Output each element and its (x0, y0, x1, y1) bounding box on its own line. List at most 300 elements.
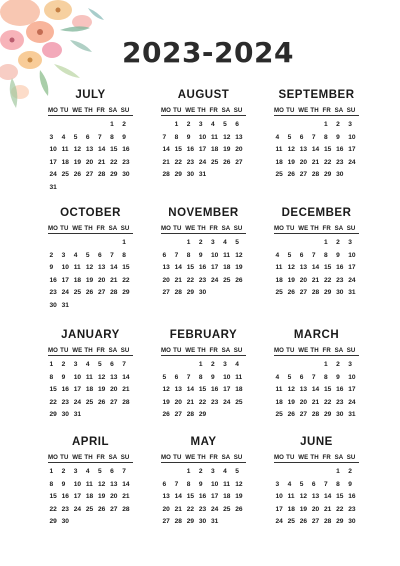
day-cell: 5 (235, 468, 239, 475)
weekday-header (274, 346, 359, 356)
empty-day (97, 237, 109, 250)
empty-day (84, 237, 96, 250)
weekday-label: WE (298, 107, 309, 114)
day-cell: 26 (287, 411, 295, 419)
day-cell: 2 (198, 239, 203, 246)
day-cell: 17 (348, 386, 356, 394)
day-cell: 29 (186, 518, 195, 526)
day-cell: 21 (186, 398, 195, 406)
day-cell: 15 (324, 264, 332, 272)
day-cell: 17 (211, 264, 219, 272)
day-cell: 9 (61, 480, 66, 488)
page-title: 2023-2024 (122, 36, 294, 69)
day-cell: 14 (311, 264, 320, 272)
weekday-label: TU (173, 225, 182, 232)
weekday-label: WE (298, 347, 309, 354)
day-grid (48, 237, 133, 313)
day-cell: 9 (336, 133, 340, 141)
day-cell: 6 (85, 133, 90, 141)
day-cell: 11 (223, 480, 231, 488)
day-cell: 13 (85, 146, 94, 154)
weekday-label: SU (233, 225, 243, 232)
day-cell: 9 (348, 480, 352, 488)
day-cell: 4 (211, 121, 215, 128)
weekday-label: SA (221, 107, 231, 114)
day-cell: 3 (73, 361, 78, 368)
day-cell: 20 (98, 276, 106, 284)
day-cell: 13 (110, 373, 118, 381)
weekday-label: TU (60, 107, 69, 114)
day-cell: 7 (162, 133, 167, 141)
day-cell: 7 (122, 468, 126, 475)
day-cell: 17 (223, 386, 231, 394)
day-cell: 20 (235, 146, 243, 154)
month-name: APRIL (72, 436, 109, 448)
day-cell: 12 (287, 386, 295, 394)
day-cell: 16 (61, 386, 69, 394)
weekday-label: MO (274, 347, 285, 354)
day-cell: 4 (275, 373, 280, 381)
weekday-label: TH (310, 454, 319, 461)
day-cell: 25 (211, 158, 219, 166)
day-cell: 15 (198, 386, 207, 394)
day-cell: 8 (186, 251, 191, 259)
day-cell: 5 (98, 468, 102, 475)
day-cell: 3 (49, 133, 54, 141)
empty-day (298, 237, 310, 250)
day-cell: 14 (324, 493, 332, 501)
day-cell: 21 (122, 493, 130, 501)
month-january (48, 328, 133, 422)
day-cell: 16 (198, 264, 207, 272)
day-cell: 1 (122, 239, 126, 246)
day-cell: 8 (198, 373, 203, 381)
day-cell: 24 (275, 518, 283, 526)
day-cell: 11 (275, 264, 283, 272)
weekday-label: SA (221, 225, 231, 232)
month-name: AUGUST (177, 89, 230, 101)
weekday-label: MO (48, 225, 59, 232)
day-grid (48, 466, 133, 529)
day-cell: 16 (348, 493, 356, 501)
day-cell: 22 (174, 158, 182, 166)
weekday-label: TU (173, 347, 182, 354)
weekday-label: SA (334, 107, 344, 114)
day-cell: 11 (61, 146, 69, 154)
weekday-label: WE (72, 347, 83, 354)
day-cell: 25 (275, 411, 283, 419)
day-cell: 24 (348, 158, 356, 166)
day-cell: 30 (198, 518, 207, 526)
day-cell: 25 (223, 276, 231, 284)
day-cell: 16 (336, 146, 344, 154)
day-cell: 5 (287, 373, 292, 381)
day-cell: 1 (49, 361, 54, 368)
day-cell: 10 (61, 264, 69, 272)
day-cell: 10 (73, 480, 82, 488)
day-cell: 26 (287, 171, 295, 179)
weekday-header (48, 224, 133, 234)
day-cell: 2 (336, 121, 340, 128)
day-cell: 28 (174, 289, 182, 297)
day-cell: 16 (49, 276, 57, 284)
day-cell: 16 (186, 146, 195, 154)
weekday-label: SU (233, 454, 243, 461)
day-cell: 17 (348, 264, 356, 272)
day-cell: 17 (49, 158, 57, 166)
day-cell: 10 (275, 493, 283, 501)
day-cell: 15 (324, 146, 332, 154)
day-cell: 19 (223, 146, 231, 154)
weekday-label: TU (286, 225, 295, 232)
day-cell: 21 (110, 276, 118, 284)
day-cell: 18 (275, 158, 283, 166)
day-cell: 28 (162, 171, 170, 179)
day-cell: 11 (287, 493, 295, 501)
weekday-label: TH (84, 347, 93, 354)
day-cell: 9 (198, 251, 203, 259)
weekday-header (274, 224, 359, 234)
day-cell: 24 (73, 398, 82, 406)
day-cell: 13 (299, 264, 308, 272)
month-may (161, 435, 246, 529)
day-cell: 2 (336, 239, 340, 246)
weekday-header (161, 106, 246, 116)
day-cell: 26 (98, 398, 106, 406)
weekday-label: FR (209, 454, 218, 461)
weekday-label: WE (185, 225, 196, 232)
day-cell: 7 (174, 251, 179, 259)
day-cell: 12 (223, 133, 231, 141)
day-cell: 9 (122, 133, 126, 141)
day-cell: 26 (162, 411, 170, 419)
day-cell: 12 (98, 373, 106, 381)
day-cell: 6 (311, 480, 316, 488)
day-cell: 26 (223, 158, 231, 166)
day-cell: 17 (73, 493, 82, 501)
day-cell: 30 (336, 411, 344, 419)
day-cell: 12 (85, 264, 94, 272)
day-cell: 2 (348, 468, 352, 475)
day-cell: 12 (73, 146, 82, 154)
day-cell: 19 (162, 398, 170, 406)
weekday-label: WE (185, 454, 196, 461)
month-name: JANUARY (61, 329, 120, 341)
day-cell: 30 (61, 518, 69, 526)
empty-day (274, 359, 286, 372)
day-cell: 19 (235, 493, 243, 501)
day-grid (161, 119, 246, 182)
empty-day (97, 119, 109, 132)
weekday-label: FR (96, 454, 105, 461)
day-cell: 16 (61, 493, 69, 501)
empty-day (298, 466, 310, 479)
month-name: OCTOBER (60, 207, 121, 219)
day-cell: 11 (223, 251, 231, 259)
day-cell: 29 (198, 411, 207, 419)
day-cell: 24 (198, 158, 207, 166)
day-cell: 10 (198, 133, 207, 141)
day-cell: 4 (61, 133, 66, 141)
weekday-label: WE (72, 454, 83, 461)
weekday-label: FR (322, 347, 331, 354)
month-name: DECEMBER (281, 207, 352, 219)
empty-day (185, 359, 197, 372)
day-cell: 28 (311, 171, 320, 179)
day-cell: 18 (85, 493, 94, 501)
day-cell: 23 (336, 158, 344, 166)
day-cell: 14 (186, 386, 195, 394)
day-cell: 23 (211, 398, 219, 406)
weekday-header (48, 106, 133, 116)
day-cell: 4 (223, 239, 227, 246)
day-cell: 15 (122, 264, 130, 272)
empty-day (72, 119, 84, 132)
weekday-label: TU (60, 225, 69, 232)
day-cell: 8 (122, 251, 126, 259)
weekday-label: TU (60, 454, 69, 461)
day-cell: 13 (174, 386, 182, 394)
day-cell: 15 (336, 493, 344, 501)
day-cell: 18 (223, 264, 231, 272)
day-cell: 30 (336, 171, 344, 179)
day-cell: 10 (348, 133, 356, 141)
day-cell: 17 (348, 146, 356, 154)
day-cell: 12 (235, 480, 243, 488)
day-cell: 30 (186, 171, 195, 179)
day-cell: 27 (174, 411, 182, 419)
day-cell: 8 (336, 480, 340, 488)
day-cell: 7 (186, 373, 191, 381)
day-cell: 3 (348, 121, 352, 128)
day-cell: 25 (73, 289, 82, 297)
day-cell: 24 (211, 505, 219, 513)
day-cell: 4 (85, 468, 90, 475)
day-cell: 29 (324, 411, 332, 419)
day-cell: 18 (211, 146, 219, 154)
weekday-header (48, 453, 133, 463)
day-cell: 25 (275, 289, 283, 297)
day-cell: 28 (174, 518, 182, 526)
day-cell: 3 (211, 468, 215, 475)
weekday-label: TU (173, 454, 182, 461)
empty-day (323, 466, 335, 479)
day-cell: 13 (235, 133, 243, 141)
day-cell: 14 (174, 493, 182, 501)
day-cell: 9 (49, 264, 54, 272)
day-cell: 21 (311, 158, 320, 166)
day-cell: 24 (223, 398, 231, 406)
empty-day (173, 237, 185, 250)
day-cell: 1 (324, 239, 328, 246)
day-cell: 11 (211, 133, 218, 141)
weekday-label: TH (310, 225, 319, 232)
day-cell: 26 (98, 505, 106, 513)
weekday-label: TU (286, 454, 295, 461)
day-cell: 27 (299, 411, 308, 419)
day-cell: 14 (122, 373, 130, 381)
day-cell: 2 (49, 251, 54, 259)
day-cell: 24 (61, 289, 69, 297)
day-cell: 10 (49, 146, 57, 154)
day-cell: 28 (110, 289, 118, 297)
day-cell: 1 (186, 239, 191, 246)
weekday-label: SA (334, 347, 344, 354)
day-cell: 19 (287, 398, 295, 406)
day-cell: 8 (324, 251, 328, 259)
day-cell: 8 (186, 480, 191, 488)
day-cell: 18 (275, 398, 283, 406)
weekday-label: SA (108, 347, 118, 354)
day-cell: 17 (211, 493, 219, 501)
day-cell: 2 (211, 361, 215, 368)
day-cell: 10 (211, 251, 219, 259)
day-cell: 20 (162, 276, 170, 284)
day-cell: 24 (49, 171, 57, 179)
day-cell: 16 (211, 386, 219, 394)
day-cell: 8 (324, 133, 328, 141)
day-cell: 8 (49, 480, 54, 488)
empty-day (274, 237, 286, 250)
day-cell: 22 (324, 158, 332, 166)
day-cell: 28 (311, 411, 320, 419)
day-cell: 21 (174, 505, 182, 513)
day-cell: 1 (198, 361, 203, 368)
weekday-label: MO (161, 225, 172, 232)
empty-day (48, 237, 60, 250)
month-july (48, 88, 133, 195)
empty-day (310, 237, 322, 250)
day-cell: 26 (235, 276, 243, 284)
day-cell: 7 (98, 133, 102, 141)
day-cell: 20 (299, 276, 308, 284)
day-cell: 18 (61, 158, 69, 166)
day-cell: 25 (235, 398, 243, 406)
day-cell: 29 (324, 289, 332, 297)
empty-day (274, 466, 286, 479)
day-cell: 9 (336, 373, 340, 381)
day-cell: 22 (324, 398, 332, 406)
day-cell: 21 (311, 276, 320, 284)
day-cell: 19 (287, 158, 295, 166)
empty-day (161, 237, 173, 250)
empty-day (60, 119, 72, 132)
day-cell: 21 (324, 505, 332, 513)
day-cell: 22 (198, 398, 207, 406)
weekday-label: SU (346, 347, 356, 354)
day-cell: 4 (223, 468, 227, 475)
day-cell: 31 (198, 171, 207, 179)
day-cell: 27 (98, 289, 106, 297)
day-cell: 22 (110, 158, 118, 166)
day-cell: 17 (198, 146, 207, 154)
day-cell: 17 (275, 505, 283, 513)
month-name: JULY (75, 89, 106, 101)
weekday-label: MO (48, 347, 59, 354)
day-cell: 21 (174, 276, 182, 284)
month-december (274, 206, 359, 300)
empty-day (310, 359, 322, 372)
day-cell: 30 (198, 289, 207, 297)
day-cell: 5 (235, 239, 239, 246)
day-cell: 29 (324, 171, 332, 179)
day-cell: 30 (61, 411, 69, 419)
day-cell: 31 (348, 411, 356, 419)
weekday-label: FR (322, 107, 331, 114)
weekday-label: SU (233, 107, 243, 114)
weekday-label: MO (48, 107, 59, 114)
day-cell: 29 (49, 518, 57, 526)
day-cell: 14 (311, 386, 320, 394)
day-cell: 13 (299, 146, 308, 154)
day-cell: 3 (223, 361, 227, 368)
weekday-label: WE (298, 454, 309, 461)
day-cell: 17 (61, 276, 69, 284)
day-cell: 18 (235, 386, 243, 394)
day-cell: 20 (299, 398, 308, 406)
month-name: NOVEMBER (168, 207, 239, 219)
day-grid (161, 237, 246, 300)
day-cell: 13 (311, 493, 320, 501)
day-cell: 2 (336, 361, 340, 368)
weekday-header (161, 453, 246, 463)
weekday-label: TH (84, 454, 93, 461)
weekday-label: TU (173, 107, 182, 114)
day-cell: 25 (223, 505, 231, 513)
day-cell: 7 (324, 480, 328, 488)
day-cell: 1 (336, 468, 340, 475)
day-cell: 8 (174, 133, 179, 141)
day-cell: 3 (211, 239, 215, 246)
day-cell: 28 (122, 398, 130, 406)
day-cell: 22 (49, 398, 57, 406)
day-cell: 21 (311, 398, 320, 406)
day-cell: 13 (162, 493, 170, 501)
day-cell: 19 (98, 493, 106, 501)
day-cell: 11 (275, 386, 283, 394)
day-cell: 24 (348, 276, 356, 284)
day-grid (274, 466, 359, 529)
day-cell: 22 (186, 276, 195, 284)
day-cell: 5 (299, 480, 304, 488)
weekday-label: SU (120, 347, 130, 354)
empty-day (298, 119, 310, 132)
weekday-header (274, 453, 359, 463)
weekday-label: MO (274, 225, 285, 232)
weekday-label: FR (96, 225, 105, 232)
day-cell: 19 (299, 505, 308, 513)
day-grid (274, 119, 359, 182)
day-cell: 16 (122, 146, 130, 154)
weekday-label: SA (221, 347, 231, 354)
day-cell: 14 (162, 146, 170, 154)
day-cell: 22 (324, 276, 332, 284)
day-cell: 15 (49, 493, 57, 501)
weekday-label: TH (197, 454, 206, 461)
day-cell: 29 (186, 289, 195, 297)
day-cell: 23 (61, 505, 69, 513)
weekday-label: SU (346, 225, 356, 232)
month-name: MAY (190, 436, 217, 448)
day-grid (48, 119, 133, 195)
weekday-label: SU (120, 454, 130, 461)
empty-day (310, 466, 322, 479)
day-cell: 11 (85, 480, 93, 488)
weekday-header (274, 106, 359, 116)
day-cell: 20 (110, 386, 118, 394)
day-cell: 28 (186, 411, 195, 419)
day-cell: 2 (198, 468, 203, 475)
